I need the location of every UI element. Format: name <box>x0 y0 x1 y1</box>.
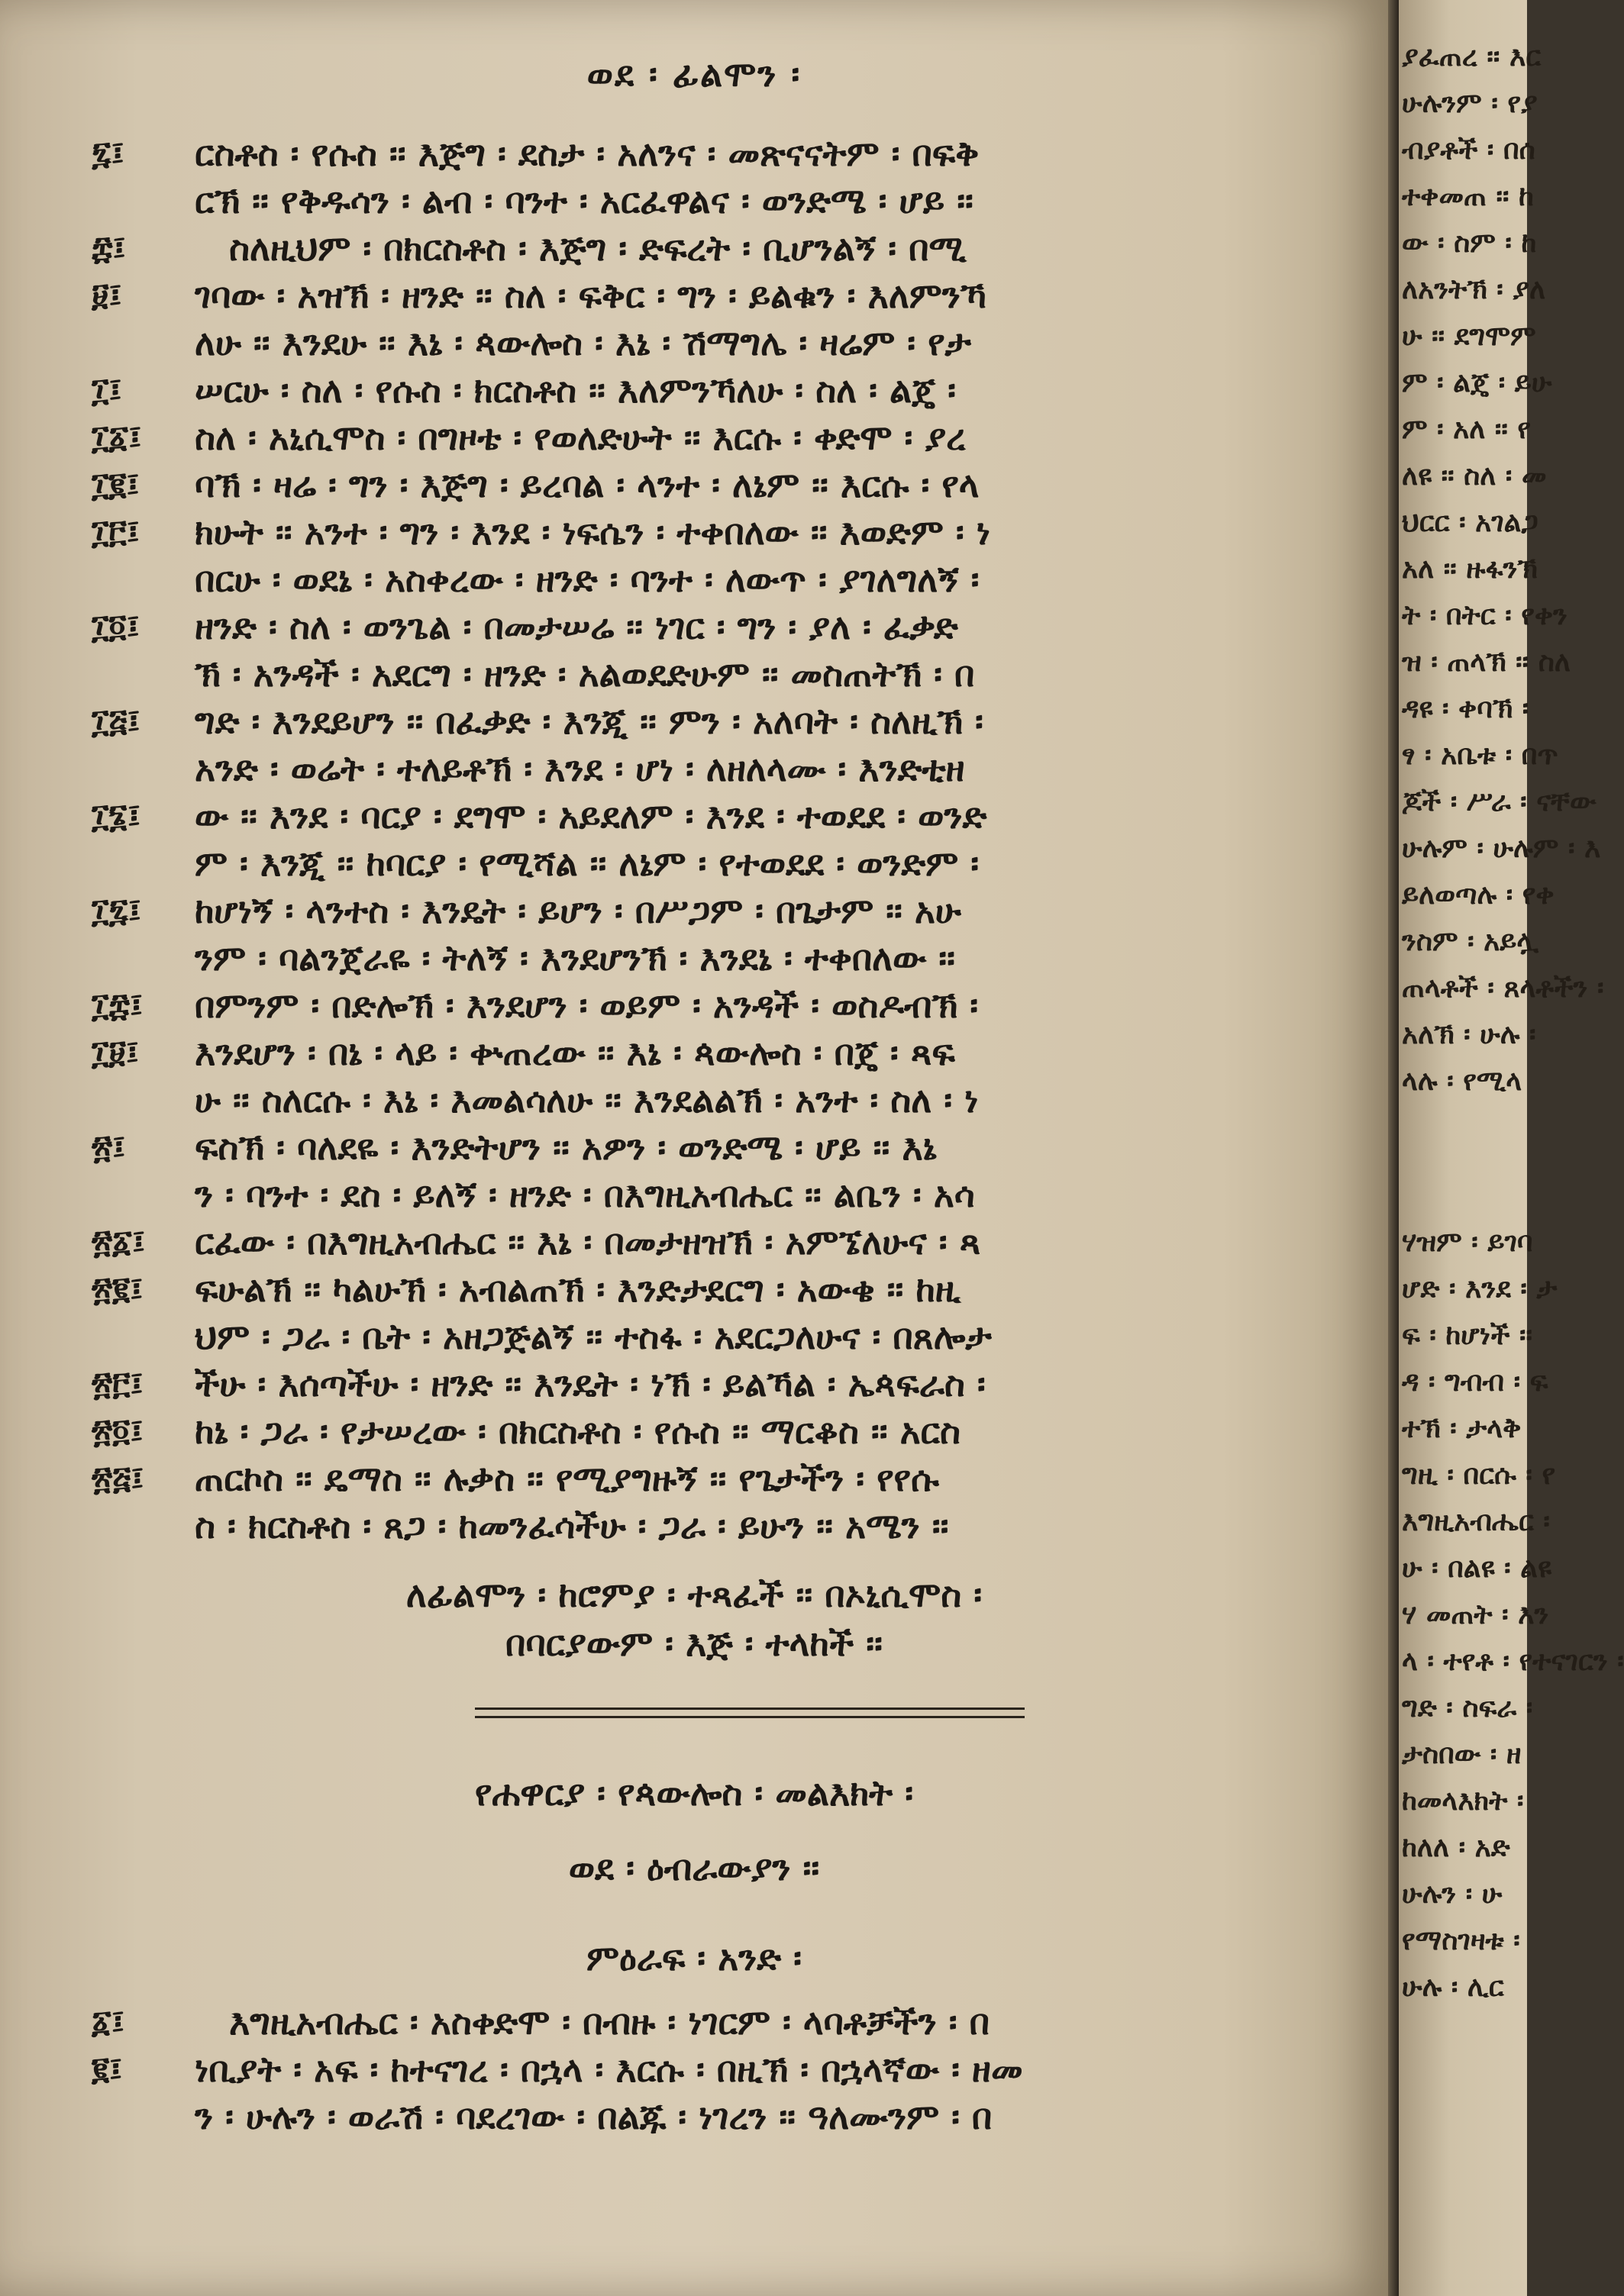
verse-text: ስ ፡ ክርስቶስ ፡ ጸጋ ፡ ከመንፈሳችሁ ፡ ጋራ ፡ ይሁን ፡፡ አሜን ፡፡ <box>195 1505 949 1546</box>
text-line <box>0 1408 1388 1455</box>
facing-page-line: እግዚአብሔር ፡ <box>1402 1506 1550 1537</box>
facing-page-line: ግዚ ፡ በርሱ ፡ የ <box>1402 1459 1556 1491</box>
text-line <box>0 224 1388 272</box>
facing-page-line: ም ፡ ልጄ ፡ ይሁ <box>1402 367 1552 398</box>
facing-page-line: ላ ፡ ተየቶ ፡ የተናገርን ፡ <box>1402 1646 1624 1677</box>
verse-text: አንድ ፡ ወሬት ፡ ተለይቶኽ ፡ እንደ ፡ ሆነ ፡ ለዘለላሙ ፡ እንድቲዘ <box>195 748 965 789</box>
text-line <box>0 1124 1388 1171</box>
section-divider <box>475 1707 1025 1718</box>
facing-page-line: ከመላእክት ፡ <box>1402 1785 1524 1817</box>
verse-text: ስለ ፡ አኒሲሞስ ፡ በግዞቴ ፡ የወለድሁት ፡፡ እርሱ ፡ ቀድሞ ፡ ያረ <box>195 417 966 458</box>
verse-number: ፯፤ <box>92 134 124 172</box>
verse-text: ሠርሁ ፡ ስለ ፡ የሱስ ፡ ክርስቶስ ፡፡ እለምንኻለሁ ፡ ስለ ፡ ልጄ ፡ <box>195 369 956 411</box>
text-line <box>0 1455 1388 1502</box>
verse-number: ፲፱፤ <box>92 1034 139 1071</box>
text-line <box>0 1360 1388 1408</box>
facing-page-line: አለ ፡፡ ዙፋንኽ <box>1402 553 1538 585</box>
verse-number: ፰፤ <box>92 229 126 266</box>
facing-page-line: ሆድ ፡ እንደ ፡ ታ <box>1402 1273 1558 1304</box>
text-line <box>0 982 1388 1029</box>
verse-number: ፲፫፤ <box>92 513 140 550</box>
facing-page-line: ሁ ፡ በልዩ ፡ ልዩ <box>1402 1553 1551 1584</box>
verse-text: ም ፡ እንጂ ፡፡ ከባርያ ፡ የሚሻል ፡፡ ለኔም ፡ የተወደደ ፡ ወንድም ፡ <box>195 843 980 884</box>
verse-text: ነቢያት ፡ አፍ ፡ ከተናገረ ፡ በኋላ ፡ እርሱ ፡ በዚኽ ፡ በኋላኛው ፡ ዘመ <box>195 2049 1023 2090</box>
verse-text: እንደሆን ፡ በኔ ፡ ላይ ፡ ቍጠረው ፡፡ እኔ ፡ ጳውሎስ ፡ በጄ ፡ ጻፍ <box>195 1032 955 1073</box>
text-line <box>0 792 1388 840</box>
facing-page-line: ሁ ፡፡ ደግሞም <box>1402 321 1536 352</box>
facing-page-line: ዳዩ ፡ ቀባኽ ፡ <box>1402 693 1529 724</box>
verse-number: ፩፤ <box>92 2003 125 2040</box>
verse-number: ፳፫፤ <box>92 1365 144 1402</box>
chapter-heading: ምዕራፍ ፡ አንድ ፡ <box>586 1937 802 1978</box>
verse-text: ግድ ፡ እንደይሆን ፡፡ በፈቃድ ፡ እንጂ ፡፡ ምን ፡ አለባት ፡ ስለዚኽ ፡ <box>195 701 983 742</box>
verse-block-hebrews <box>0 1998 1388 2140</box>
verse-text: እግዚአብሔር ፡ አስቀድሞ ፡ በብዙ ፡ ነገርም ፡ ላባቶቻችን ፡ በ <box>229 2001 990 2043</box>
verse-number: ፲፬፤ <box>92 608 140 645</box>
verse-text: ባኽ ፡ ዛሬ ፡ ግን ፡ እጅግ ፡ ይረባል ፡ ላንተ ፡ ለኔም ፡፡ እርሱ ፡ የላ <box>195 464 980 505</box>
verse-number: ፪፤ <box>92 2050 123 2088</box>
text-line <box>0 2046 1388 2093</box>
facing-page-line: የማስገዛቱ ፡ <box>1402 1925 1520 1956</box>
facing-page-line: ለአንትኽ ፡ ያለ <box>1402 274 1546 305</box>
facing-page-line: ከለለ ፡ አድ <box>1402 1832 1510 1863</box>
facing-page-line: ለዩ ፡፡ ስለ ፡ መ <box>1402 460 1547 492</box>
colophon <box>0 1570 1388 1668</box>
verse-number: ፲፭፤ <box>92 702 140 740</box>
verse-number: ፳፩፤ <box>92 1223 146 1260</box>
verse-number: ፲፮፤ <box>92 797 141 834</box>
verse-text: ንም ፡ ባልንጀራዬ ፡ ትለኝ ፡ እንደሆንኽ ፡ እንደኔ ፡ ተቀበለው ፡፡ <box>195 937 956 979</box>
verse-text: ጠርኮስ ፡፡ ዴማስ ፡፡ ሉቃስ ፡፡ የሚያግዙኝ ፡፡ የጌታችን ፡ የየሱ <box>195 1458 939 1499</box>
facing-page-line: ም ፡ አለ ፡፡ የ <box>1402 414 1532 445</box>
facing-page-line: ፃ ፡ አቤቱ ፡ በጥ <box>1402 740 1558 771</box>
verse-text: ው ፡፡ እንደ ፡ ባርያ ፡ ደግሞ ፡ አይደለም ፡ እንደ ፡ ተወደደ ፡ ወንድ <box>195 795 987 837</box>
verse-number: ፳፪፤ <box>92 1270 144 1308</box>
text-line <box>0 1502 1388 1549</box>
verse-text: ከኔ ፡ ጋራ ፡ የታሠረው ፡ በክርስቶስ ፡ የሱስ ፡፡ ማርቆስ ፡፡ አርስ <box>195 1411 961 1452</box>
verse-text: ን ፡ ሁሉን ፡ ወራሽ ፡ ባደረገው ፡ በልጁ ፡ ነገረን ፡፡ ዓለሙንም ፡ በ <box>195 2096 993 2137</box>
facing-page-line: ጆች ፡ ሥራ ፡ ናቸው <box>1402 786 1597 817</box>
text-line <box>0 934 1388 982</box>
text-line <box>0 177 1388 224</box>
facing-page-line: ሁሉ ፡ ሊር <box>1402 1972 1504 2003</box>
verse-text: ፍስኽ ፡ ባለደዬ ፡ እንድትሆን ፡፡ አዎን ፡ ወንድሜ ፡ ሆይ ፡፡ እኔ <box>195 1127 937 1168</box>
verse-number: ፲፰፤ <box>92 986 144 1024</box>
facing-page-line: ብያቶች ፡ በሰ <box>1402 134 1535 166</box>
facing-page-line: ው ፡ ስም ፡ ከ <box>1402 227 1537 259</box>
text-line <box>0 366 1388 414</box>
verse-text: ለሁ ፡፡ እንደሁ ፡፡ እኔ ፡ ጳውሎስ ፡ እኔ ፡ ሽማግሌ ፡ ዛሬም ፡ የታ <box>195 322 972 363</box>
facing-page-line: ይለወጣሉ ፡ የቀ <box>1402 879 1555 911</box>
text-line <box>0 1313 1388 1360</box>
colophon-line: በባርያውም ፡ እጅ ፡ ተላከች ፡፡ <box>505 1623 883 1664</box>
verse-number: ፲፪፤ <box>92 466 140 503</box>
text-line <box>0 556 1388 603</box>
text-line <box>0 414 1388 461</box>
text-line <box>0 461 1388 508</box>
verse-text: ሁ ፡፡ ስለርሱ ፡ እኔ ፡ እመልሳለሁ ፡፡ እንደልልኽ ፡ አንተ ፡ ስለ ፡ ነ <box>195 1079 979 1121</box>
verse-number: ፲፯፤ <box>92 892 142 929</box>
text-line <box>0 840 1388 887</box>
verse-text: ገባው ፡ አዝኽ ፡ ዘንድ ፡፡ ስለ ፡ ፍቅር ፡ ግን ፡ ይልቁን ፡ እለምንኻ <box>195 275 987 316</box>
facing-page-line: ጠላቶች ፡ ጸላቶችን ፡ <box>1402 972 1604 1004</box>
verse-text: ርፈው ፡ በእግዚአብሔር ፡፡ እኔ ፡ በመታዘዝኽ ፡ አምኜለሁና ፡ ጻ <box>195 1221 981 1262</box>
text-line <box>0 887 1388 934</box>
verse-number: ፳፭፤ <box>92 1459 144 1497</box>
verse-text: በምንም ፡ በድሎኽ ፡ እንደሆን ፡ ወይም ፡ አንዳች ፡ ወስዶብኽ ፡ <box>195 985 979 1026</box>
verse-text: ህም ፡ ጋራ ፡ ቤት ፡ አዘጋጅልኝ ፡፡ ተስፋ ፡ አደርጋለሁና ፡ በጸሎታ <box>195 1316 992 1357</box>
verse-text: በርሁ ፡ ወደኔ ፡ አስቀረው ፡ ዘንድ ፡ ባንተ ፡ ለውጥ ፡ ያገለግለኝ ፡ <box>195 559 980 600</box>
text-line <box>0 130 1388 177</box>
facing-page-line: ሃ መጠት ፡ እን <box>1402 1599 1549 1630</box>
verse-number: ፳፬፤ <box>92 1412 144 1450</box>
verse-text: ዘንድ ፡ ስለ ፡ ወንጌል ፡ በመታሠሬ ፡፡ ነገር ፡ ግን ፡ ያለ ፡ ፈቃድ <box>195 606 958 647</box>
text-line <box>0 1076 1388 1124</box>
text-line <box>0 650 1388 698</box>
verse-block <box>0 130 1388 1549</box>
facing-page-line: ተቀመጠ ፡፡ ከ <box>1402 181 1534 212</box>
text-line <box>0 745 1388 792</box>
verse-number: ፱፤ <box>92 276 122 314</box>
verse-text: ስለዚህም ፡ በክርስቶስ ፡ እጅግ ፡ ድፍረት ፡ ቢሆንልኝ ፡ በሚ <box>229 227 967 269</box>
facing-page-line: ላሉ ፡ የሚላ <box>1402 1066 1522 1097</box>
facing-page-line: ሁሉንም ፡ የያ <box>1402 88 1538 119</box>
facing-page-line: ት ፡ በትር ፡ የቀን <box>1402 600 1567 631</box>
facing-page-line: ሃዝም ፡ ይገባ <box>1402 1227 1533 1258</box>
verse-number: ፲፩፤ <box>92 418 142 456</box>
facing-page-line: አለኽ ፡ ሁሉ ፡ <box>1402 1019 1536 1050</box>
verse-text: ችሁ ፡ እሰጣችሁ ፡ ዘንድ ፡፡ እንዴት ፡ ነኽ ፡ ይልኻል ፡ ኤጳፍራስ ፡ <box>195 1363 986 1404</box>
verse-number: ፳፤ <box>92 1128 126 1166</box>
text-line <box>0 603 1388 650</box>
text-line <box>0 319 1388 366</box>
running-header: ወደ ፡ ፊልሞን ፡ <box>586 53 802 95</box>
facing-page-line: ዳ ፡ ግብብ ፡ ፍ <box>1402 1366 1548 1398</box>
facing-page-line: ታስበው ፡ ዘ <box>1402 1739 1522 1770</box>
verse-text: ኽ ፡ አንዳች ፡ አደርግ ፡ ዘንድ ፡ አልወደድሁም ፡፡ መስጠትኽ ፡ በ <box>195 653 975 695</box>
text-line <box>0 698 1388 745</box>
facing-page-line: ሁሉም ፡ ሁሉም ፡ እ <box>1402 833 1601 864</box>
colophon-line: ለፊልሞን ፡ ከሮምያ ፡ ተጻፈች ፡፡ በኦኒሲሞስ ፡ <box>405 1574 983 1615</box>
facing-page-line: ተኽ ፡ ታላቅ <box>1402 1413 1522 1444</box>
verse-text: ክሁት ፡፡ አንተ ፡ ግን ፡ እንደ ፡ ነፍሴን ፡ ተቀበለው ፡፡ እወድም ፡ ነ <box>195 511 990 553</box>
verse-number: ፲፤ <box>92 371 122 408</box>
text-line <box>0 272 1388 319</box>
facing-page-line: ግድ ፡ ስፍራ ፡ <box>1402 1692 1533 1724</box>
verse-text: ርስቶስ ፡ የሱስ ፡፡ እጅግ ፡ ደስታ ፡ አለንና ፡ መጽናናትም ፡ በፍቅ <box>195 133 980 174</box>
text-line <box>0 2093 1388 2140</box>
book-subtitle: ወደ ፡ ዕብራውያን ፡፡ <box>568 1847 820 1888</box>
text-line <box>0 1266 1388 1313</box>
facing-page-line: ሁሉን ፡ ሁ <box>1402 1878 1503 1910</box>
text-line <box>0 508 1388 556</box>
verse-text: ፍሁልኽ ፡፡ ካልሁኽ ፡ አብልጠኽ ፡ እንድታደርግ ፡ አውቄ ፡፡ ከዚ <box>195 1269 961 1310</box>
book-gutter <box>1388 0 1399 2296</box>
text-line <box>0 1029 1388 1076</box>
facing-page-line: ፍ ፡ ከሆነች ፡፡ <box>1402 1320 1533 1351</box>
book-title: የሐዋርያ ፡ የጳውሎስ ፡ መልእክት ፡ <box>474 1772 914 1814</box>
facing-page-line: ያፈጠረ ፡፡ እር <box>1402 41 1542 73</box>
verse-text: ከሆነኝ ፡ ላንተስ ፡ እንዴት ፡ ይሆን ፡ በሥጋም ፡ በጌታም ፡፡ አሁ <box>195 890 961 931</box>
verse-text: ን ፡ ባንተ ፡ ደስ ፡ ይለኝ ፡ ዘንድ ፡ በእግዚአብሔር ፡፡ ልቤን ፡ አሳ <box>195 1174 975 1215</box>
text-line <box>0 1218 1388 1266</box>
facing-page-line: ንስም ፡ አይሏ <box>1402 926 1539 957</box>
facing-page-line: ዝ ፡ ጠላኽ ፡፡ ስለ <box>1402 647 1571 678</box>
text-line <box>0 1171 1388 1218</box>
verse-text: ርኽ ፡፡ የቅዱሳን ፡ ልብ ፡ ባንተ ፡ አርፈዋልና ፡ ወንድሜ ፡ ሆይ ፡፡ <box>195 180 973 221</box>
facing-page-line: ህርር ፡ አገልጋ <box>1402 507 1538 538</box>
text-line <box>0 1998 1388 2046</box>
